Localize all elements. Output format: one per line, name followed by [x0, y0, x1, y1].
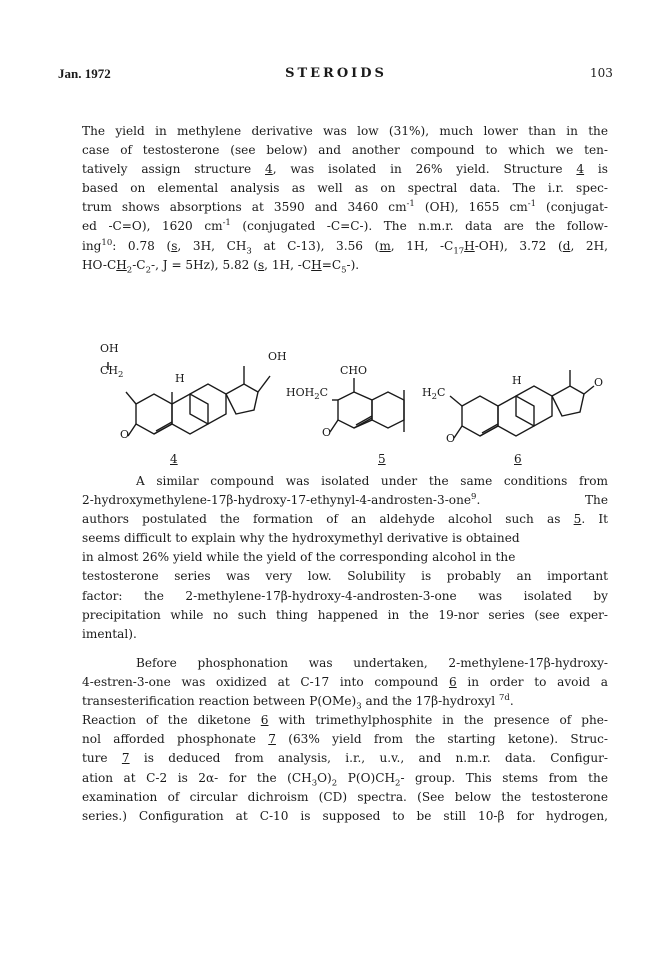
structure-drawings — [100, 340, 620, 470]
structure-6-h2c: $H_2C$ — [422, 386, 446, 403]
structure-4-ch2: $CH_2$ — [100, 364, 124, 381]
text-line: 2-hydroxymethylene-17β-hydroxy-17-ethynyl-4-androsten-3-one$^9$. The — [82, 492, 608, 508]
text-line: imental). — [82, 626, 137, 641]
text-line: ing$^{10}$: 0.78 (s, 3H, $CH_3$ at C-13), 3.56 (m, 1H, $-C_{17}H-OH$), 3.72 (d, 2H, — [82, 237, 608, 256]
text-line: Reaction of the diketone 6 with trimethylphosphite in the presence of phe- — [82, 713, 608, 728]
text-line: The yield in methylene derivative was low (31%), much lower than in the — [82, 124, 608, 138]
structure-label-5: 5 — [378, 452, 386, 466]
structure-4-o: O — [120, 428, 130, 441]
text-line: testosterone series was very low. Solubility is probably an important — [82, 569, 608, 584]
text-line: trum shows absorptions at 3590 and 3460 $cm^{-1}$ (OH), 1655 $cm^{-1}$ (conjugat- — [82, 199, 609, 215]
page-header — [0, 66, 672, 86]
structure-label-4: 4 — [170, 452, 178, 466]
text-line: case of testosterone (see below) and another compound to which we ten- — [82, 143, 608, 158]
structure-4-h: H — [175, 372, 185, 385]
text-line: ture 7 is deduced from analysis, i.r., u.v., and n.m.r. data. Configur- — [82, 751, 608, 766]
structure-5-cho: CHO — [340, 364, 368, 377]
text-line: authors postulated the formation of an aldehyde alcohol such as 5. It — [82, 512, 608, 527]
structure-5 — [330, 378, 404, 432]
paragraph-1 — [82, 122, 608, 275]
text-line: series.) Configuration at C-10 is supposed to be still 10-β for hydrogen, — [82, 808, 608, 823]
journal-title: STEROIDS — [285, 66, 387, 81]
paragraph-3 — [82, 654, 608, 826]
text-line: in almost 26% yield while the yield of the corresponding alcohol in the — [82, 550, 516, 565]
text-line: precipitation while no such thing happened in the 19-nor series (see exper- — [82, 607, 608, 622]
structure-4 — [108, 362, 270, 436]
text-line: nol afforded phosphonate 7 (63% yield from the starting ketone). Struc- — [82, 732, 608, 747]
page-number: 103 — [590, 66, 613, 80]
text-line: 4-estren-3-one was oxidized at C-17 into compound 6 in order to avoid a — [82, 675, 608, 690]
text-line: ation at C-2 is 2α- for the $(CH_3O)_2$ $P(O)CH_2-$ group. This stems from the — [82, 770, 608, 788]
header-date: Jan. 1972 — [58, 66, 111, 81]
text-line: factor: the 2-methylene-17β-hydroxy-4-androsten-3-one was isolated by — [82, 588, 608, 603]
text-line: Before phosphonation was undertaken, 2-methylene-17β-hydroxy- — [136, 656, 608, 670]
structure-6-o-17: O — [594, 376, 604, 389]
text-line: A similar compound was isolated under the same conditions from — [136, 474, 608, 488]
structure-6-o-3: O — [446, 432, 456, 445]
structure-5-o: O — [322, 426, 332, 439]
text-line: based on elemental analysis as well as on spectral data. The i.r. spec- — [82, 181, 608, 196]
text-line: transesterification reaction between $P(OMe)_3$ and the 17β-hydroxyl $^{7d}$. — [82, 693, 514, 712]
text-line: examination of circular dichroism (CD) spectra. (See below the testosterone — [82, 789, 608, 804]
structure-5-hoh2c: $HOH_2C$ — [286, 386, 329, 403]
structure-6 — [450, 370, 594, 438]
structure-4-17-oh: OH — [268, 350, 287, 363]
structure-6-h: H — [512, 374, 522, 387]
chemical-structures — [100, 340, 620, 470]
text-line: tatively assign structure 4, was isolated in 26% yield. Structure 4 is — [82, 162, 609, 177]
structure-label-6: 6 — [514, 452, 522, 466]
structure-4-oh: OH — [100, 342, 119, 355]
text-line: $HO-CH_2-C_2-$, J = 5Hz), 5.82 (s, 1H, $-CH=C_5-$). — [82, 257, 360, 276]
paragraph-2 — [82, 472, 608, 644]
text-line: seems difficult to explain why the hydroxymethyl derivative is obtained — [82, 531, 520, 546]
text-line: ed -C=O), 1620 $cm^{-1}$ (conjugated -C=C-). The n.m.r. data are the follow- — [82, 218, 608, 234]
